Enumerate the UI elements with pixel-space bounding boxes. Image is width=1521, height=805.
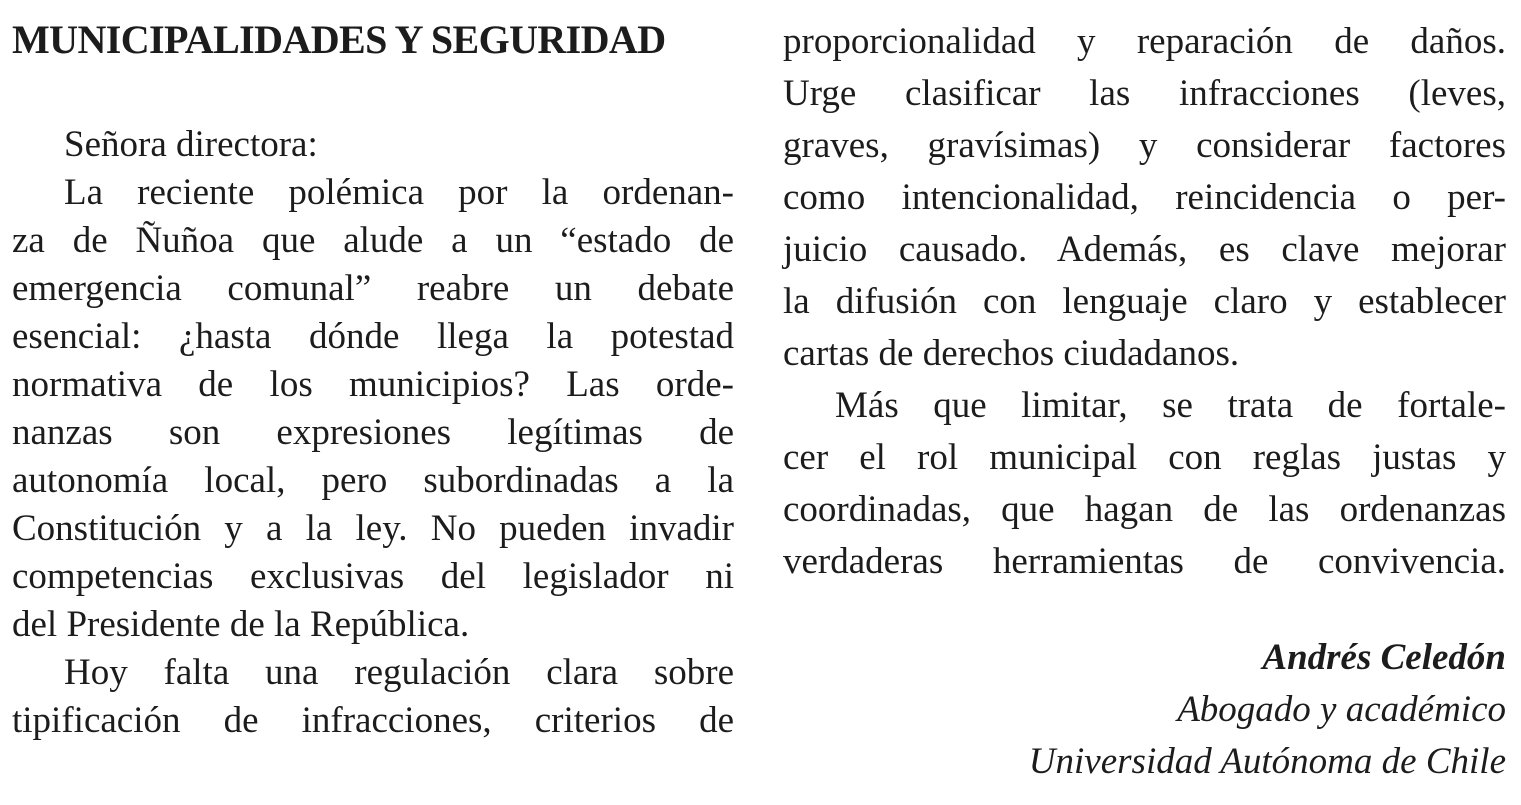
body-line: nanzas son expresiones legítimas de [12,412,734,453]
body-line: normativa de los municipios? Las orde- [12,364,734,405]
body-line: coordinadas, que hagan de las ordenanzas [783,489,1506,530]
body-line: emergencia comunal” reabre un debate [12,268,734,309]
body-line: Más que limitar, se trata de fortale- [835,385,1506,426]
signature-institution: Universidad Autónoma de Chile [1028,741,1506,782]
body-line: competencias exclusivas del legislador ni [12,556,734,597]
body-line: graves, gravísimas) y considerar factores [783,125,1506,166]
body-line: cer el rol municipal con reglas justas y [783,437,1506,478]
body-line: juicio causado. Además, es clave mejorar [783,229,1506,270]
headline: MUNICIPALIDADES Y SEGURIDAD [12,17,666,62]
body-line: Constitución y a la ley. No pueden invadir [12,508,734,549]
signature-role: Abogado y académico [1177,689,1506,730]
body-line: Hoy falta una regulación clara sobre [64,652,734,693]
body-line: proporcionalidad y reparación de daños. [783,21,1506,62]
body-line: cartas de derechos ciudadanos. [783,333,1240,374]
body-line: La reciente polémica por la ordenan- [64,172,734,213]
body-line: esencial: ¿hasta dónde llega la potestad [12,316,734,357]
body-line: del Presidente de la República. [12,604,470,645]
body-line: tipificación de infracciones, criterios de [12,700,734,741]
body-line: verdaderas herramientas de convivencia. [783,541,1506,582]
body-line: Urge clasificar las infracciones (leves, [783,73,1506,114]
body-line: autonomía local, pero subordinadas a la [12,460,734,501]
body-line: za de Ñuñoa que alude a un “estado de [12,220,734,261]
signature-name: Andrés Celedón [1262,637,1506,678]
salutation: Señora directora: [64,124,318,165]
body-line: la difusión con lenguaje claro y establecer [783,281,1506,322]
body-line: como intencionalidad, reincidencia o per- [783,177,1506,218]
